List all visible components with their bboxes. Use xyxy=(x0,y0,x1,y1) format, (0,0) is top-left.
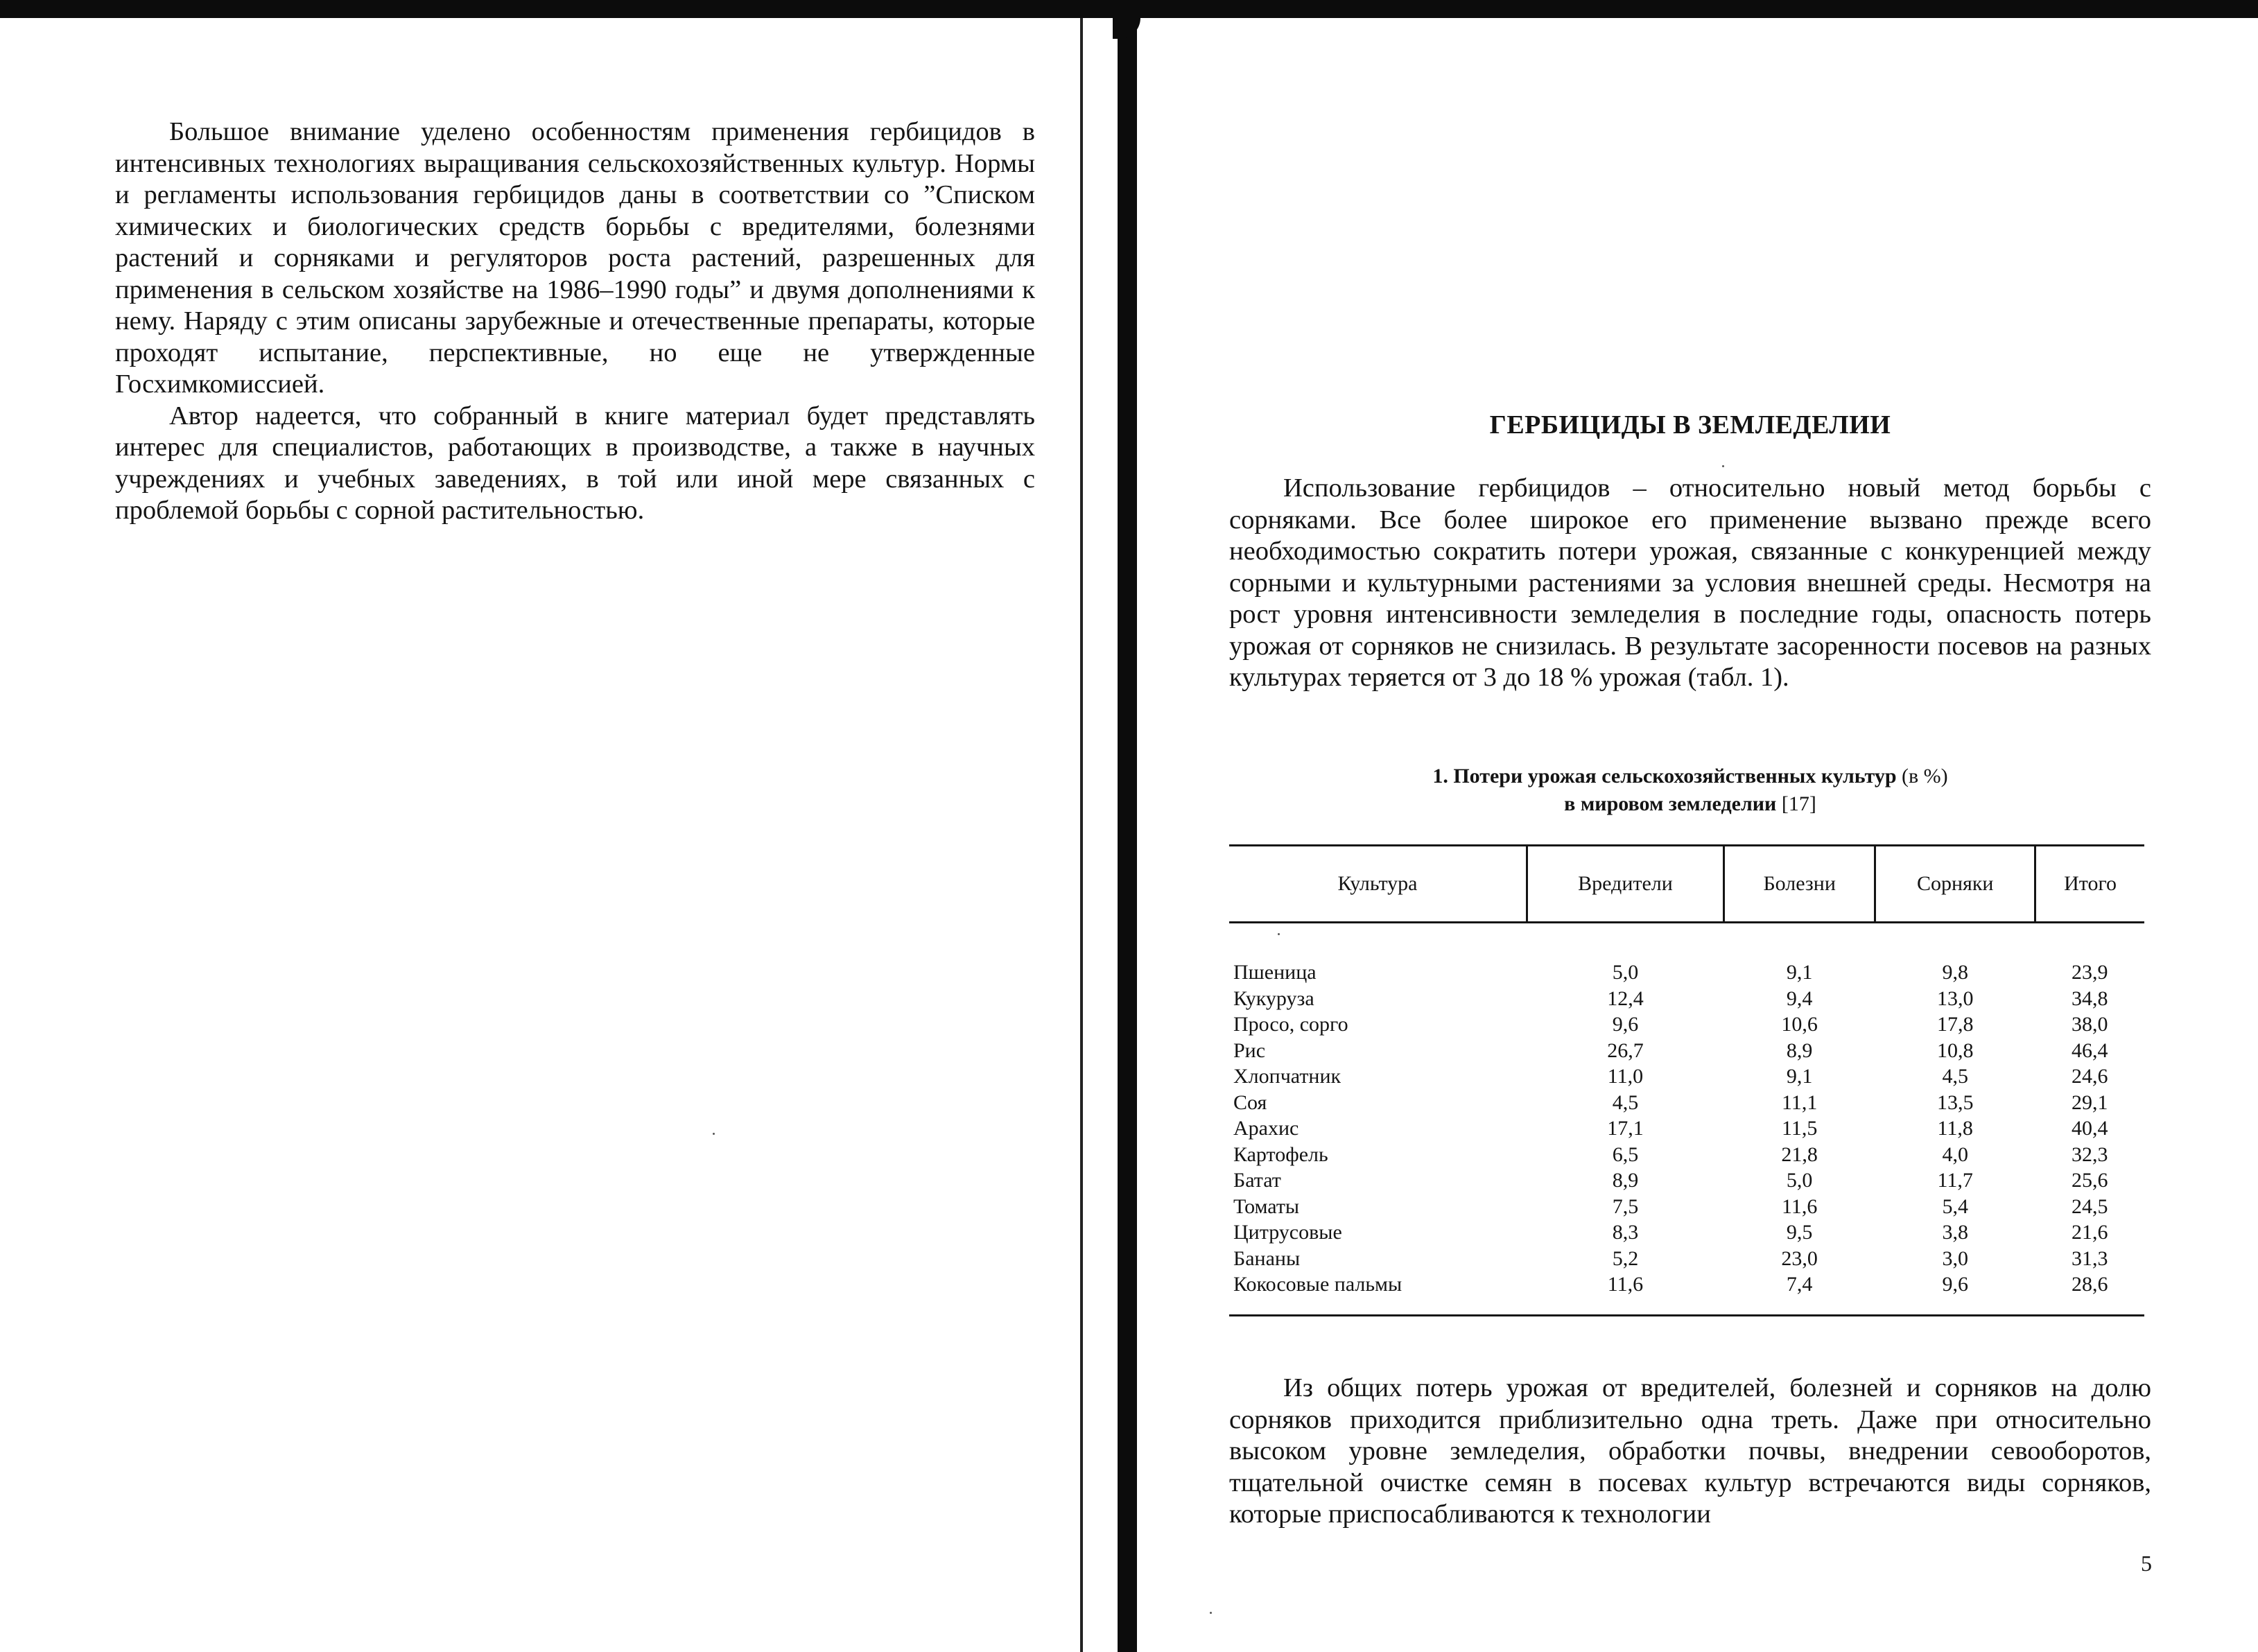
cell-weeds: 3,8 xyxy=(1942,1221,1968,1244)
table-caption xyxy=(1229,763,2151,818)
cell-crop: Просо, сорго xyxy=(1233,1013,1348,1036)
cell-pests: 8,9 xyxy=(1612,1169,1639,1192)
table-row xyxy=(1229,1194,2144,1220)
cell-total: 25,6 xyxy=(2072,1169,2108,1192)
table-caption-unit: (в %) xyxy=(1896,765,1948,788)
cell-crop: Цитрусовые xyxy=(1233,1221,1342,1244)
table-row xyxy=(1229,1011,2144,1038)
cell-total: 34,8 xyxy=(2072,986,2108,1010)
book-gutter xyxy=(1118,18,1137,1652)
right-page-intro xyxy=(1229,473,2151,694)
table-row xyxy=(1229,1090,2144,1116)
cell-diseases: 7,4 xyxy=(1723,1271,1875,1315)
table-row xyxy=(1229,1219,2144,1246)
cell-pests: 4,5 xyxy=(1612,1090,1639,1114)
section-heading: ГЕРБИЦИДЫ В ЗЕМЛЕДЕЛИИ xyxy=(1489,410,1891,440)
cell-crop: Кокосовые пальмы xyxy=(1229,1271,1527,1315)
table-caption-reference: [17] xyxy=(1776,792,1816,815)
scan-speck xyxy=(1210,1612,1212,1614)
scan-speck xyxy=(1278,933,1280,935)
cell-weeds: 10,8 xyxy=(1936,1038,1974,1062)
cell-pests: 11,0 xyxy=(1607,1065,1644,1088)
table-row xyxy=(1229,1167,2144,1194)
left-paragraph-2: Автор надеется, что собранный в книге материал будет представлять интерес для специалистов, работающих в производстве, а также в научных учреждениях и учебных заведениях, в той или иной мере связанных с проблемой борьбы с сорной растительностью. xyxy=(115,401,1035,525)
cell-weeds: 4,5 xyxy=(1942,1065,1968,1088)
cell-weeds: 5,4 xyxy=(1942,1194,1968,1218)
table-row xyxy=(1229,923,2144,986)
left-page xyxy=(115,116,1035,527)
right-page-closing xyxy=(1229,1373,2151,1531)
cell-diseases: 10,6 xyxy=(1781,1013,1818,1036)
table-body xyxy=(1229,923,2144,1316)
cell-weeds: 11,8 xyxy=(1937,1117,1973,1140)
cell-weeds: 17,8 xyxy=(1936,1013,1974,1036)
cell-weeds: 11,7 xyxy=(1937,1169,1973,1192)
cell-crop: Пшеница xyxy=(1233,961,1317,984)
cell-pests: 5,0 xyxy=(1612,961,1639,984)
cell-pests: 26,7 xyxy=(1607,1038,1644,1062)
table-caption-title: 1. Потери урожая сельскохозяйственных культур xyxy=(1432,765,1897,788)
cell-weeds: 9,8 xyxy=(1942,961,1968,984)
header-crop: Культура xyxy=(1229,846,1527,923)
header-diseases: Болезни xyxy=(1723,846,1875,923)
table-header-row xyxy=(1229,846,2144,923)
scan-speck xyxy=(713,1133,715,1135)
left-paragraph-1: Большое внимание уделено особенностям применения гербицидов в интенсивных технологиях выращивания сельскохозяйственных культур. Нормы и регламенты использования гербицидов даны в соответствии со ”Списком химических и биологических средств борьбы с вредителями, болезнями растений и сорняками и регуляторов роста растений, разрешенных для применения в сельском хозяйстве на 1986–1990 годы” и двумя дополнениями к нему. Наряду с этим описаны зарубежные и отечественные препараты, которые проходят испытание, перспективные, но еще не утвержденные Госхимкомиссией. xyxy=(115,117,1035,399)
cell-diseases: 21,8 xyxy=(1781,1142,1818,1166)
closing-paragraph: Из общих потерь урожая от вредителей, болезней и сорняков на долю сорняков приходится приблизительно одна треть. Даже при относительно высоком уровне земледелия, обработки почвы, внедрении севооборотов, тщательной очистке семян в посевах культур встречаются виды сорняков, которые приспосабливаются к технологии xyxy=(1229,1373,2151,1529)
cell-total: 46,4 xyxy=(2072,1038,2108,1062)
cell-crop: Батат xyxy=(1233,1169,1281,1192)
cell-crop: Соя xyxy=(1233,1090,1267,1114)
cell-total: 31,3 xyxy=(2072,1246,2108,1270)
cell-diseases: 11,6 xyxy=(1781,1194,1818,1218)
cell-pests: 8,3 xyxy=(1612,1221,1639,1244)
table-row xyxy=(1229,986,2144,1012)
cell-total: 38,0 xyxy=(2072,1013,2108,1036)
cell-total: 21,6 xyxy=(2072,1221,2108,1244)
cell-diseases: 5,0 xyxy=(1786,1169,1813,1192)
cell-diseases: 9,5 xyxy=(1786,1221,1813,1244)
cell-crop: Томаты xyxy=(1233,1194,1300,1218)
table-row xyxy=(1229,1115,2144,1142)
cell-weeds: 4,0 xyxy=(1942,1142,1968,1166)
cell-weeds: 9,6 xyxy=(1875,1271,2035,1315)
cell-diseases: 9,1 xyxy=(1786,961,1813,984)
header-weeds: Сорняки xyxy=(1875,846,2035,923)
cell-crop: Хлопчатник xyxy=(1233,1065,1341,1088)
cell-diseases: 9,1 xyxy=(1786,1065,1813,1088)
table-header xyxy=(1229,846,2144,923)
header-pests: Вредители xyxy=(1527,846,1724,923)
cell-crop: Кукуруза xyxy=(1233,986,1314,1010)
cell-pests: 6,5 xyxy=(1612,1142,1639,1166)
cell-pests: 9,6 xyxy=(1612,1013,1639,1036)
cell-diseases: 8,9 xyxy=(1786,1038,1813,1062)
table-row xyxy=(1229,1063,2144,1090)
cell-weeds: 3,0 xyxy=(1942,1246,1968,1270)
table-row xyxy=(1229,1038,2144,1064)
table-row xyxy=(1229,1271,2144,1315)
cell-weeds: 13,0 xyxy=(1936,986,1974,1010)
cell-diseases: 11,5 xyxy=(1781,1117,1818,1140)
page-number: 5 xyxy=(2141,1551,2152,1576)
scan-top-edge xyxy=(0,0,2258,18)
cell-diseases: 9,4 xyxy=(1786,986,1813,1010)
cell-diseases: 11,1 xyxy=(1781,1090,1818,1114)
crop-losses-table xyxy=(1229,844,2144,1316)
scan-speck xyxy=(1722,465,1724,467)
table-row xyxy=(1229,1246,2144,1272)
cell-pests: 17,1 xyxy=(1607,1117,1644,1140)
book-gutter-shadow xyxy=(1080,18,1083,1652)
cell-total: 24,5 xyxy=(2072,1194,2108,1218)
cell-pests: 12,4 xyxy=(1607,986,1644,1010)
intro-paragraph: Использование гербицидов – относительно новый метод борьбы с сорняками. Все более широкое его применение вызвано прежде всего необходимостью сократить потери урожая, связанные с конкуренцией между сорными и культурными растениями за условия внешней среды. Несмотря на рост уровня интенсивности земледелия в последние годы, опасность потерь урожая от сорняков не снизилась. В результате засоренности посевов на разных культурах теряется от 3 до 18 % урожая (табл. 1). xyxy=(1229,473,2151,692)
cell-crop: Рис xyxy=(1233,1038,1266,1062)
cell-weeds: 13,5 xyxy=(1936,1090,1974,1114)
cell-total: 23,9 xyxy=(2072,961,2108,984)
cell-pests: 11,6 xyxy=(1527,1271,1724,1315)
table-row xyxy=(1229,1142,2144,1168)
cell-total: 32,3 xyxy=(2072,1142,2108,1166)
cell-crop: Арахис xyxy=(1233,1117,1299,1140)
cell-crop: Бананы xyxy=(1233,1246,1301,1270)
cell-pests: 7,5 xyxy=(1612,1194,1639,1218)
cell-total: 28,6 xyxy=(2035,1271,2144,1315)
cell-pests: 5,2 xyxy=(1612,1246,1639,1270)
cell-total: 29,1 xyxy=(2072,1090,2108,1114)
cell-diseases: 23,0 xyxy=(1781,1246,1818,1270)
cell-total: 24,6 xyxy=(2072,1065,2108,1088)
cell-total: 40,4 xyxy=(2072,1117,2108,1140)
table-caption-subtitle: в мировом земледелии xyxy=(1564,792,1777,815)
header-total: Итого xyxy=(2035,846,2144,923)
cell-crop: Картофель xyxy=(1233,1142,1328,1166)
